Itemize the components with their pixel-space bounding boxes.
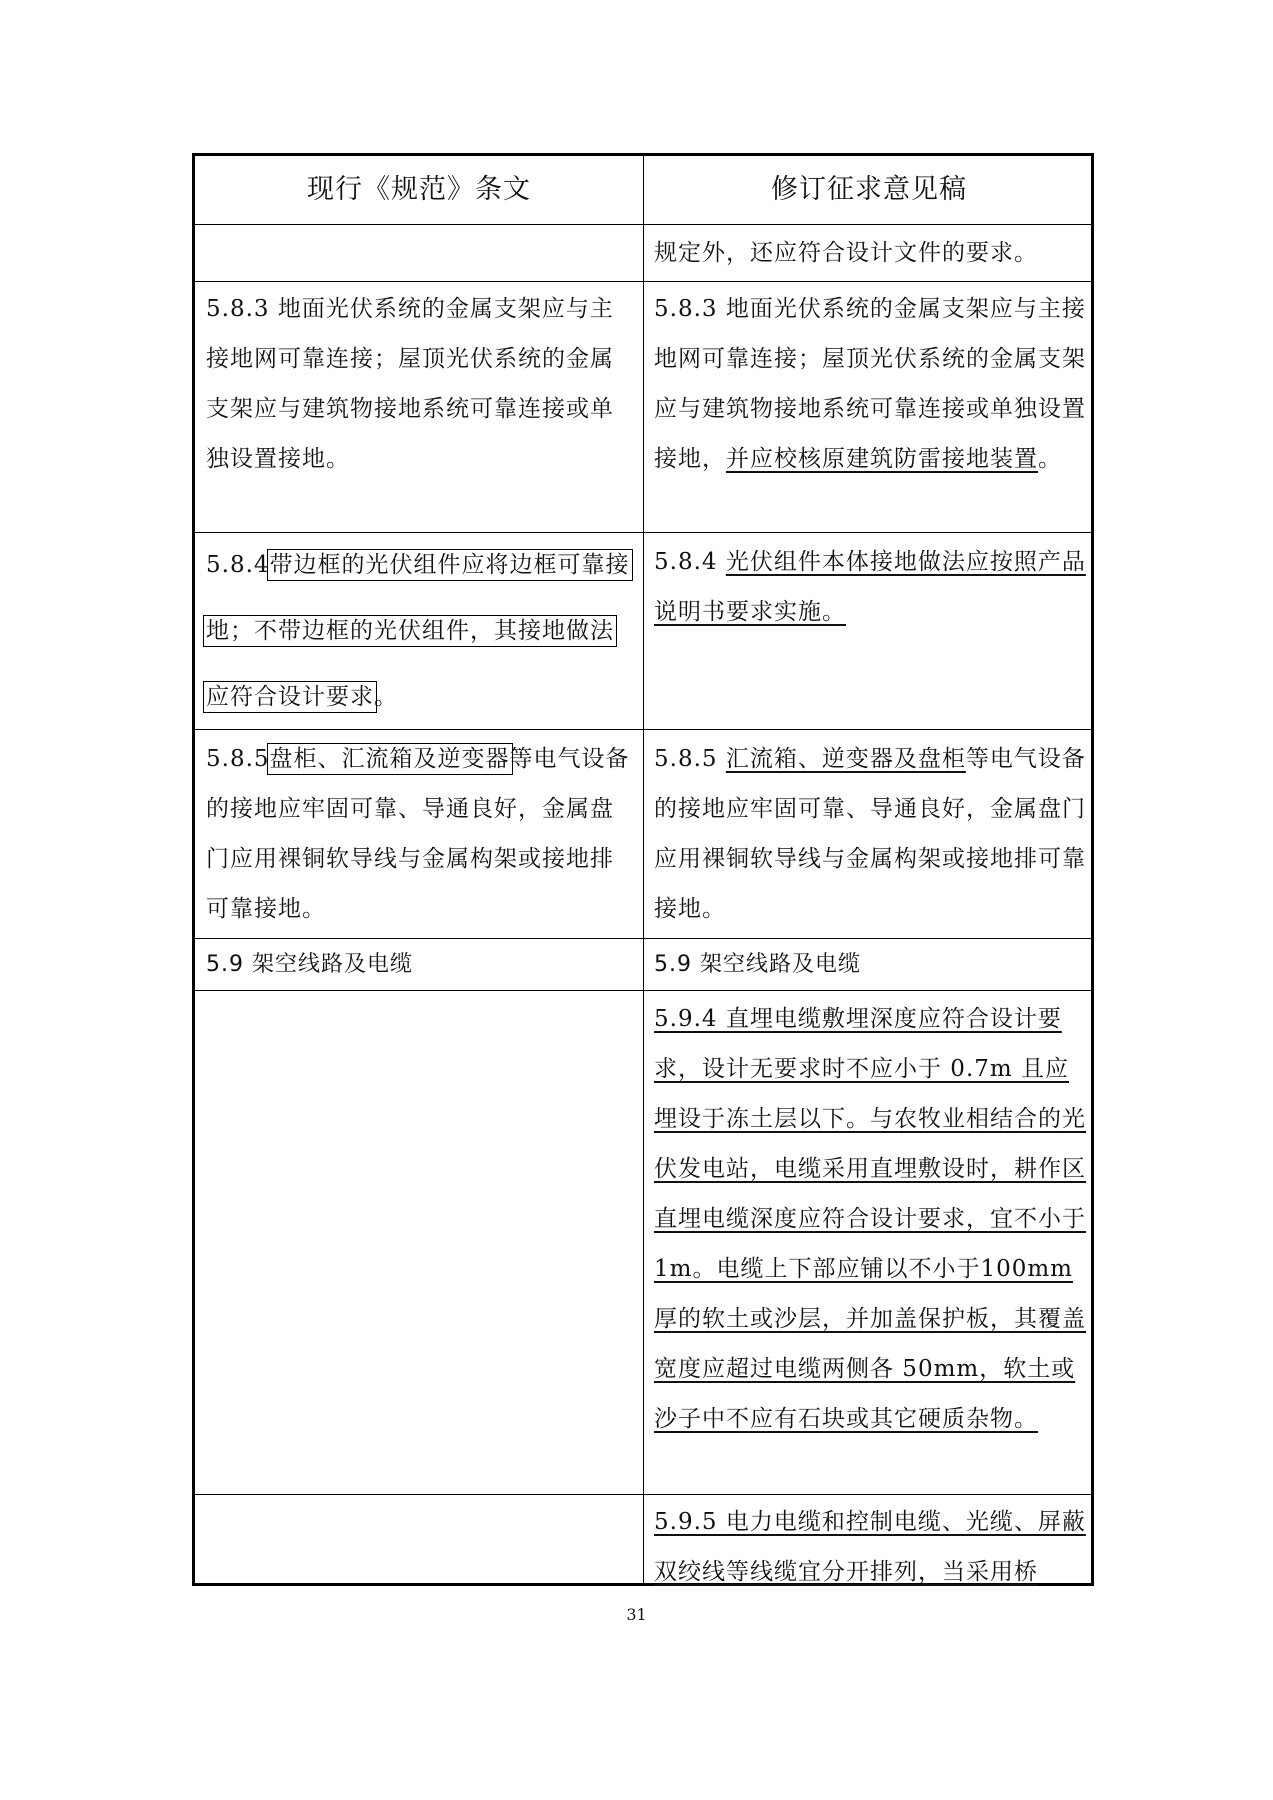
row0-right: 规定外，还应符合设计文件的要求。: [654, 240, 1038, 266]
row1-right-end: 。: [1038, 446, 1062, 472]
page-number: 31: [626, 1605, 647, 1624]
row1-right: [654, 284, 1086, 484]
row3-left-rest: 等电气设备的接地应牢固可靠、导通良好，金属盘门应用裸铜软导线与金属构架或接地排可靠接地。: [206, 746, 630, 922]
row2-right-underlined: 光伏组件本体接地做法应按照产品说明书要求实施。: [654, 549, 1086, 625]
row5-right: [654, 994, 1086, 1444]
row2-left: [206, 532, 634, 730]
row2-right-num: 5.8.4: [654, 549, 726, 575]
row3-right-rest: 等电气设备的接地应牢固可靠、导通良好，金属盘门应用裸铜软导线与金属构架或接地排可靠接地。: [654, 746, 1086, 922]
row2-right: [654, 537, 1086, 637]
row6-right: [654, 1497, 1086, 1597]
row6-right-underlined: 5.9.5 电力电缆和控制电缆、光缆、屏蔽双绞线等线缆宜分开排列，当采用桥: [654, 1509, 1086, 1585]
row1-right-text: 5.8.3 地面光伏系统的金属支架应与主接地网可靠连接；屋顶光伏系统的金属支架应与建筑物接地系统可靠连接或单独设置接地，: [654, 296, 1086, 472]
row1-left: 5.8.3 地面光伏系统的金属支架应与主接地网可靠连接；屋顶光伏系统的金属支架应与建筑物接地系统可靠连接或单独设置接地。: [206, 296, 614, 472]
row5-right-underlined: 5.9.4 直埋电缆敷埋深度应符合设计要求，设计无要求时不应小于 0.7m 且应埋设于冻土层以下。与农牧业相结合的光伏发电站，电缆采用直埋敷设时，耕作区直埋电缆深度应符合设计要求，宜不小于 1m。电缆上下部应铺以不小于100mm 厚的软土或沙层，并加盖保护板，其覆盖宽度应超过电缆两侧各 50mm，软土或沙子中不应有石块或其它硬质杂物。: [654, 1006, 1086, 1432]
row4-right-section-title: 5.9 架空线路及电缆: [654, 952, 861, 977]
column-divider: [643, 156, 644, 1583]
header-revised-draft: 修订征求意见稿: [771, 174, 967, 205]
row3-right-underlined: 汇流箱、逆变器及盘柜: [725, 746, 966, 772]
row3-right-num: 5.8.5: [654, 746, 726, 772]
row2-left-num: 5.8.4: [206, 552, 270, 578]
row2-left-end: 。: [374, 684, 398, 710]
row-divider: [195, 938, 1091, 939]
row3-right: [654, 734, 1086, 934]
comparison-table: [192, 153, 1094, 1586]
row-divider: [195, 224, 1091, 225]
row3-left-boxed: 盘柜、汇流箱及逆变器: [269, 746, 510, 772]
row-divider: [195, 281, 1091, 282]
row-divider: [195, 1494, 1091, 1495]
row2-left-boxed: 带边框的光伏组件应将边框可靠接地；不带边框的光伏组件，其接地做法应符合设计要求: [206, 552, 630, 710]
row-divider: [195, 990, 1091, 991]
header-current-code: 现行《规范》条文: [307, 174, 531, 205]
row3-left-num: 5.8.5: [206, 746, 270, 772]
row3-left: [206, 734, 634, 934]
row4-left-section-title: 5.9 架空线路及电缆: [206, 952, 413, 977]
row1-right-underlined: 并应校核原建筑防雷接地装置: [726, 446, 1038, 472]
